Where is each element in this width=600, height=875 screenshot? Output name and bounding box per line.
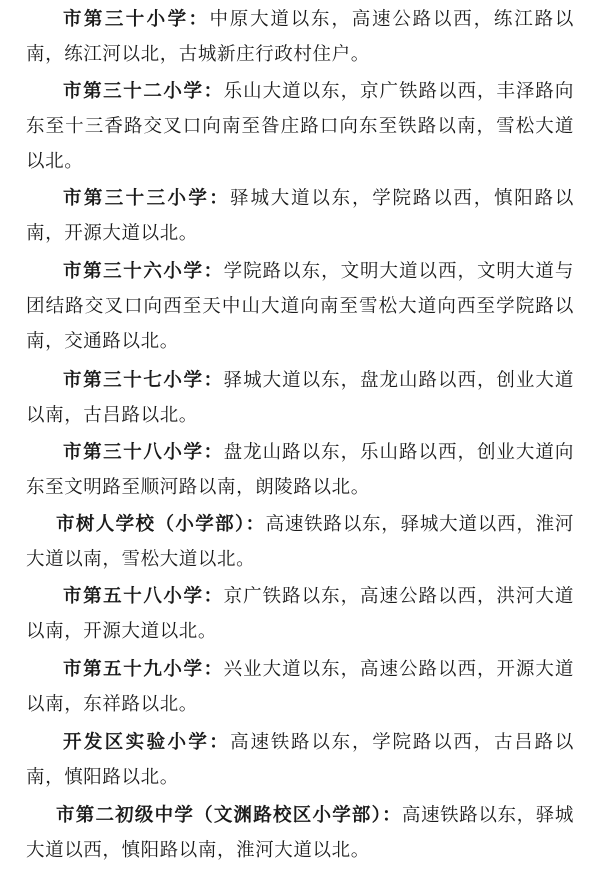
entry-school-32 (26, 74, 574, 179)
district-boundary-text: 学院路以东，文明大道以西，文明大道与团结路交叉口向西至天中山大道向南至雪松大道向西至学院路以南，交通路以北。 (26, 261, 574, 352)
district-boundary-text: 京广铁路以东，高速公路以西，洪河大道以南，开源大道以北。 (26, 586, 574, 642)
district-boundary-text: 驿城大道以东，盘龙山路以西，创业大道以南，古吕路以北。 (26, 370, 574, 426)
school-name: 市第三十小学： (63, 9, 210, 30)
district-boundary-text: 乐山大道以东，京广铁路以西，丰泽路向东至十三香路交叉口向南至昝庄路口向东至铁路以南，雪松大道以北。 (26, 81, 574, 172)
school-name: 开发区实验小学： (63, 732, 231, 753)
entry-school-37 (26, 363, 574, 433)
school-name: 市第二初级中学（文渊路校区小学部）： (56, 805, 402, 826)
school-name: 市第三十三小学： (63, 188, 231, 209)
school-name: 市第五十八小学： (63, 586, 224, 607)
district-boundary-text: 驿城大道以东，学院路以西，慎阳路以南，开源大道以北。 (26, 188, 574, 244)
district-boundary-text: 高速铁路以东，驿城大道以西，慎阳路以南，淮河大道以北。 (26, 805, 575, 861)
school-name: 市第三十七小学： (63, 370, 224, 391)
district-boundary-text: 盘龙山路以东，乐山路以西，创业大道向东至文明路至顺河路以南，朗陵路以北。 (26, 442, 574, 498)
school-name: 市第三十八小学： (63, 442, 224, 463)
school-name: 市第五十九小学： (63, 659, 224, 680)
entry-school-59 (26, 652, 574, 722)
entry-school-58 (26, 579, 574, 649)
entry-school-36 (26, 254, 574, 359)
school-name: 市树人学校（小学部）： (56, 514, 266, 535)
school-name: 市第三十六小学： (63, 261, 224, 282)
entry-second-middle-school (26, 798, 574, 868)
entry-school-30 (26, 2, 574, 72)
school-name: 市第三十二小学： (63, 81, 224, 102)
district-boundary-text: 高速铁路以东，学院路以西，古吕路以南，慎阳路以北。 (26, 732, 574, 788)
district-boundary-text: 中原大道以东，高速公路以西，练江路以南，练江河以北，古城新庄行政村住户。 (26, 9, 574, 65)
district-boundary-text: 高速铁路以东，驿城大道以西，淮河大道以南，雪松大道以北。 (26, 514, 574, 570)
entry-school-33 (26, 181, 574, 251)
district-boundary-text: 兴业大道以东，高速公路以西，开源大道以南，东祥路以北。 (26, 659, 574, 715)
entry-dev-zone-experimental (26, 725, 574, 795)
entry-shuren-school (26, 507, 574, 577)
entry-school-38 (26, 435, 574, 505)
